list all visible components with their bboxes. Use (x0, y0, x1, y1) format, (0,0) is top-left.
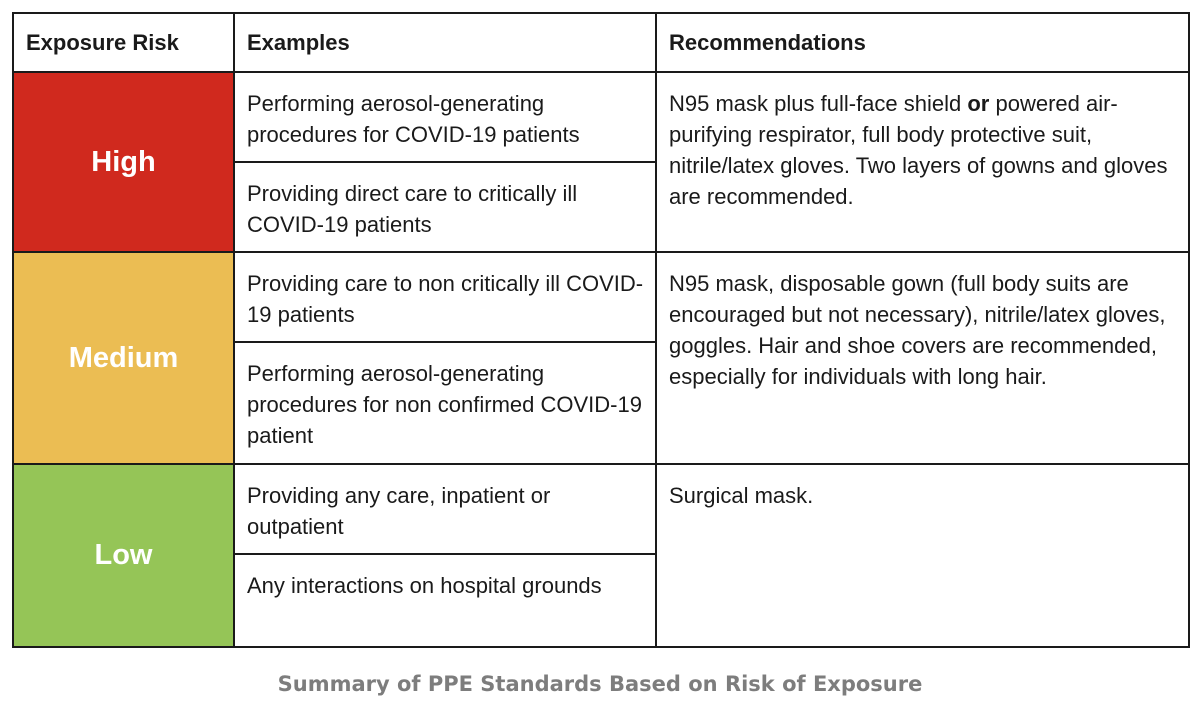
recommendation-text: powered air-purifying respirator, full body protective suit, nitrile/latex gloves. Two layers of gowns and gloves are recommended. (669, 91, 1168, 209)
risk-level-low: Low (13, 464, 234, 647)
recommendation-emphasis: or (967, 91, 990, 116)
example-cell: Providing care to non critically ill COVID-19 patients (234, 252, 656, 342)
table-row (13, 252, 1189, 342)
recommendation-cell: Surgical mask. (656, 464, 1189, 647)
recommendation-cell (656, 72, 1189, 252)
header-exposure-risk: Exposure Risk (13, 13, 234, 72)
header-row (13, 13, 1189, 72)
example-cell: Performing aerosol-generating procedures for COVID-19 patients (234, 72, 656, 162)
table-row (13, 72, 1189, 162)
example-cell: Performing aerosol-generating procedures for non confirmed COVID-19 patient (234, 342, 656, 464)
ppe-standards-table (12, 12, 1190, 648)
recommendation-cell: N95 mask, disposable gown (full body suits are encouraged but not necessary), nitrile/latex gloves, goggles. Hair and shoe covers are recommended, especially for individuals with long hair. (656, 252, 1189, 464)
risk-level-high: High (13, 72, 234, 252)
table-caption: Summary of PPE Standards Based on Risk of Exposure (277, 672, 923, 696)
example-cell: Any interactions on hospital grounds (234, 554, 656, 647)
example-cell: Providing any care, inpatient or outpatient (234, 464, 656, 554)
header-examples: Examples (234, 13, 656, 72)
risk-level-medium: Medium (13, 252, 234, 464)
example-cell: Providing direct care to critically ill COVID-19 patients (234, 162, 656, 252)
header-recommendations: Recommendations (656, 13, 1189, 72)
table-row (13, 464, 1189, 554)
recommendation-text: N95 mask plus full-face shield (669, 91, 968, 116)
